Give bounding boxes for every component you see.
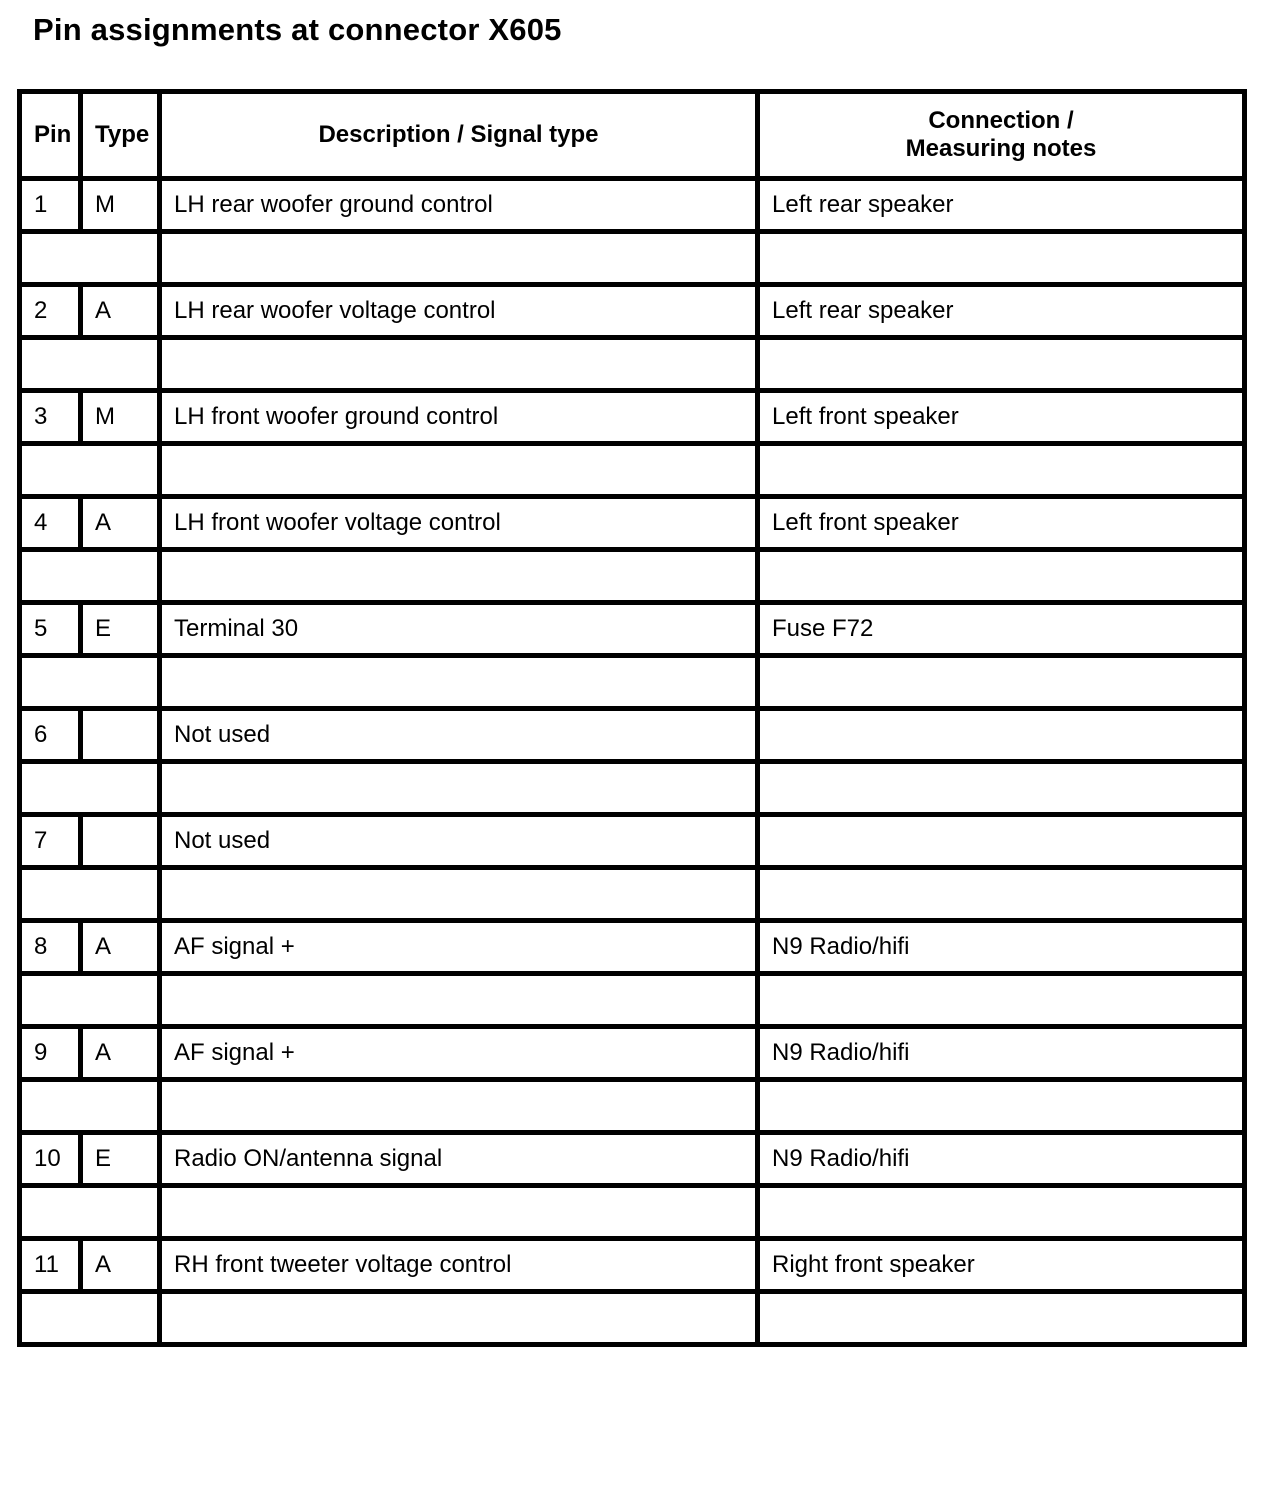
spacer-cell-pin-type (20, 338, 160, 391)
cell-connection: N9 Radio/hifi (758, 1027, 1245, 1080)
table-row (20, 603, 1245, 656)
table-row (20, 1027, 1245, 1080)
header-connection (758, 92, 1245, 179)
spacer-cell-connection (758, 444, 1245, 497)
cell-pin: 4 (20, 497, 81, 550)
table-spacer-row (20, 232, 1245, 285)
cell-description: AF signal + (160, 1027, 758, 1080)
spacer-cell-pin-type (20, 1080, 160, 1133)
cell-pin: 3 (20, 391, 81, 444)
cell-connection: Left front speaker (758, 391, 1245, 444)
cell-connection: Left rear speaker (758, 285, 1245, 338)
table-spacer-row (20, 1186, 1245, 1239)
cell-pin: 2 (20, 285, 81, 338)
spacer-cell-connection (758, 762, 1245, 815)
spacer-cell-pin-type (20, 550, 160, 603)
header-pin: Pin (20, 92, 81, 179)
table-row (20, 1239, 1245, 1292)
cell-pin: 10 (20, 1133, 81, 1186)
table-spacer-row (20, 656, 1245, 709)
spacer-cell-connection (758, 338, 1245, 391)
spacer-cell-pin-type (20, 656, 160, 709)
spacer-cell-pin-type (20, 1292, 160, 1345)
table-row (20, 709, 1245, 762)
cell-connection: N9 Radio/hifi (758, 1133, 1245, 1186)
spacer-cell-connection (758, 868, 1245, 921)
cell-description: Not used (160, 709, 758, 762)
spacer-cell-description (160, 444, 758, 497)
cell-description: LH front woofer ground control (160, 391, 758, 444)
spacer-cell-description (160, 232, 758, 285)
page-title: Pin assignments at connector X605 (33, 12, 562, 47)
spacer-cell-description (160, 1292, 758, 1345)
header-type: Type (81, 92, 160, 179)
table-spacer-row (20, 1080, 1245, 1133)
cell-connection: Fuse F72 (758, 603, 1245, 656)
table-spacer-row (20, 974, 1245, 1027)
spacer-cell-pin-type (20, 1186, 160, 1239)
cell-type: A (81, 497, 160, 550)
cell-type: M (81, 179, 160, 232)
spacer-cell-pin-type (20, 232, 160, 285)
cell-description: Terminal 30 (160, 603, 758, 656)
spacer-cell-pin-type (20, 444, 160, 497)
cell-connection (758, 709, 1245, 762)
table-spacer-row (20, 762, 1245, 815)
cell-connection (758, 815, 1245, 868)
cell-type: M (81, 391, 160, 444)
table-row (20, 391, 1245, 444)
cell-type (81, 815, 160, 868)
table-spacer-row (20, 1292, 1245, 1345)
cell-type: E (81, 1133, 160, 1186)
cell-type (81, 709, 160, 762)
cell-pin: 9 (20, 1027, 81, 1080)
cell-connection: Left front speaker (758, 497, 1245, 550)
cell-type: A (81, 921, 160, 974)
spacer-cell-connection (758, 1292, 1245, 1345)
cell-pin: 5 (20, 603, 81, 656)
spacer-cell-pin-type (20, 974, 160, 1027)
table-row (20, 497, 1245, 550)
table-header-row (20, 92, 1245, 179)
header-description: Description / Signal type (160, 92, 758, 179)
pin-assignment-table (17, 89, 1247, 1347)
cell-connection: N9 Radio/hifi (758, 921, 1245, 974)
table-row (20, 1133, 1245, 1186)
spacer-cell-connection (758, 656, 1245, 709)
header-connection-line1: Connection / (928, 107, 1074, 135)
cell-type: A (81, 1027, 160, 1080)
spacer-cell-pin-type (20, 868, 160, 921)
cell-description: Radio ON/antenna signal (160, 1133, 758, 1186)
spacer-cell-description (160, 762, 758, 815)
table-spacer-row (20, 338, 1245, 391)
cell-type: A (81, 285, 160, 338)
table-spacer-row (20, 868, 1245, 921)
spacer-cell-description (160, 868, 758, 921)
table-spacer-row (20, 550, 1245, 603)
table-spacer-row (20, 444, 1245, 497)
cell-description: RH front tweeter voltage control (160, 1239, 758, 1292)
spacer-cell-pin-type (20, 762, 160, 815)
cell-connection: Left rear speaker (758, 179, 1245, 232)
spacer-cell-connection (758, 974, 1245, 1027)
table-row (20, 179, 1245, 232)
cell-description: LH front woofer voltage control (160, 497, 758, 550)
spacer-cell-description (160, 1186, 758, 1239)
spacer-cell-description (160, 656, 758, 709)
spacer-cell-description (160, 550, 758, 603)
table-row (20, 815, 1245, 868)
spacer-cell-connection (758, 232, 1245, 285)
header-connection-line2: Measuring notes (905, 135, 1097, 162)
cell-pin: 8 (20, 921, 81, 974)
cell-description: LH rear woofer ground control (160, 179, 758, 232)
cell-description: LH rear woofer voltage control (160, 285, 758, 338)
spacer-cell-connection (758, 1186, 1245, 1239)
spacer-cell-connection (758, 550, 1245, 603)
cell-type: A (81, 1239, 160, 1292)
table-row (20, 921, 1245, 974)
cell-connection: Right front speaker (758, 1239, 1245, 1292)
spacer-cell-description (160, 1080, 758, 1133)
cell-description: Not used (160, 815, 758, 868)
spacer-cell-connection (758, 1080, 1245, 1133)
table-row (20, 285, 1245, 338)
cell-pin: 6 (20, 709, 81, 762)
cell-pin: 1 (20, 179, 81, 232)
spacer-cell-description (160, 338, 758, 391)
cell-pin: 11 (20, 1239, 81, 1292)
table-body (20, 179, 1245, 1345)
cell-pin: 7 (20, 815, 81, 868)
cell-type: E (81, 603, 160, 656)
cell-description: AF signal + (160, 921, 758, 974)
spacer-cell-description (160, 974, 758, 1027)
